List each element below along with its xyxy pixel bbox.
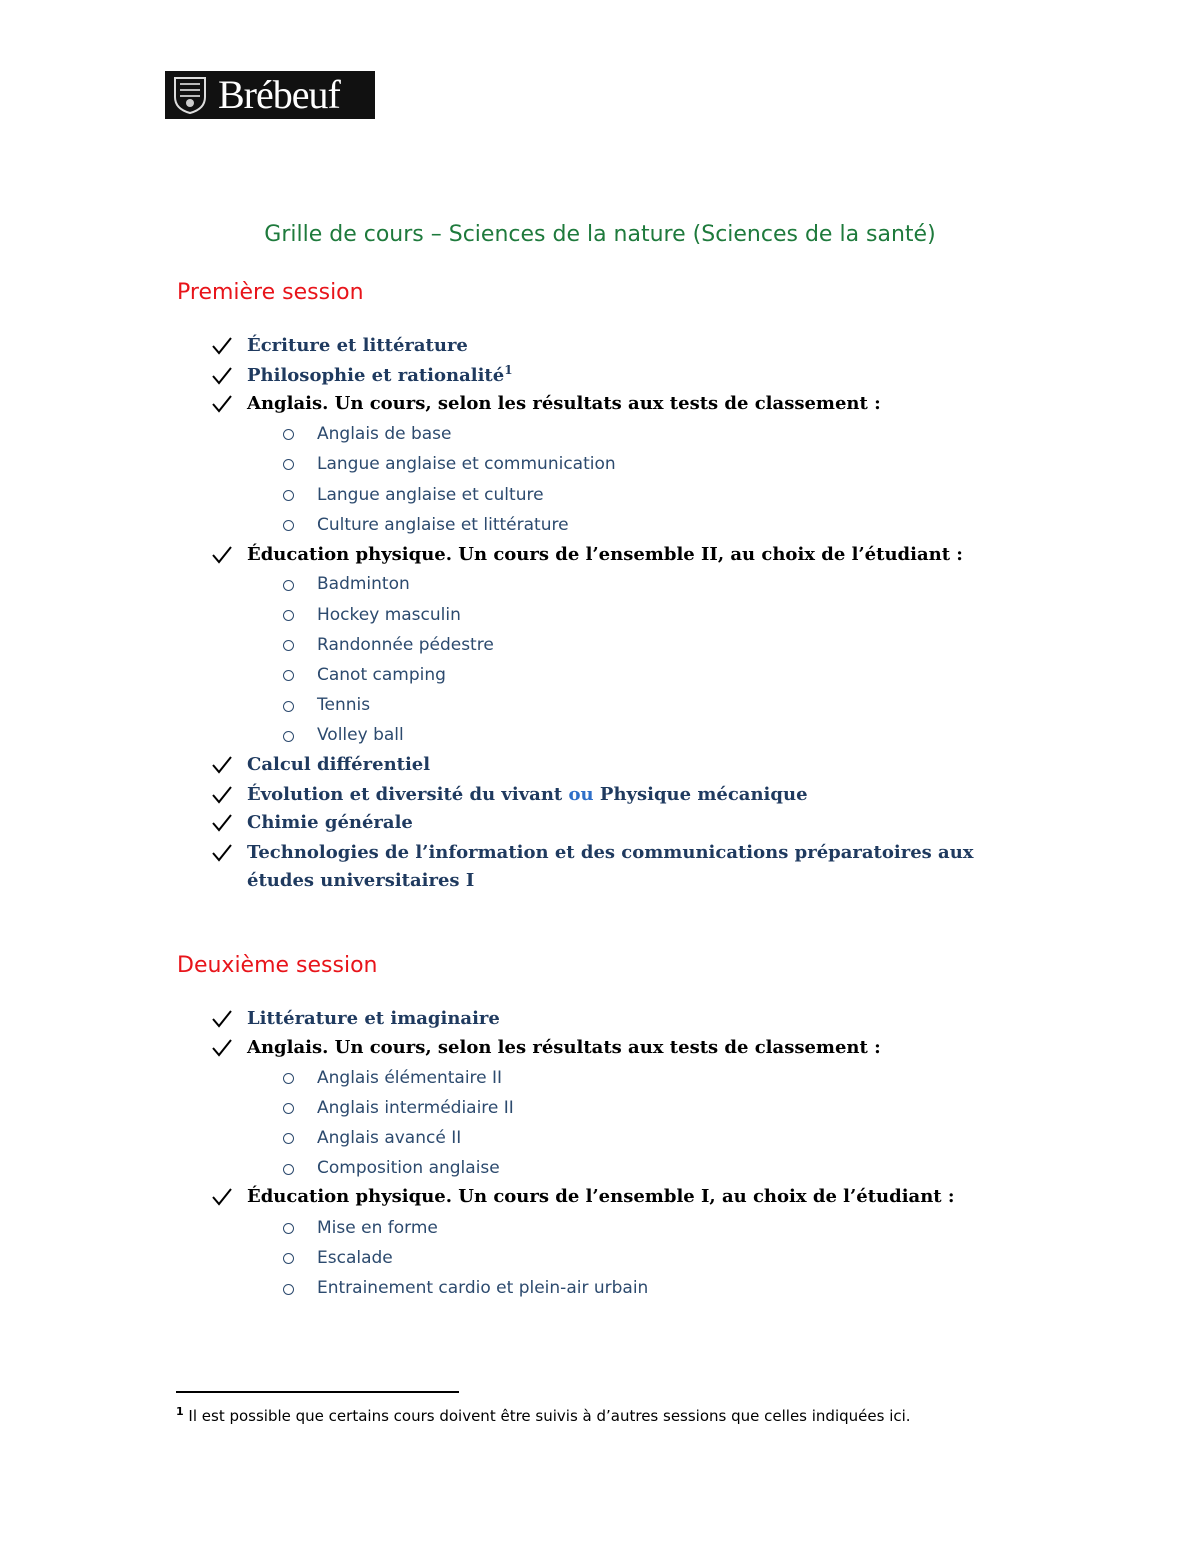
circle-bullet-icon [283, 1164, 294, 1175]
footnote-separator [176, 1391, 459, 1393]
course-item: Anglais. Un cours, selon les résultats aux tests de classement : [247, 393, 881, 414]
course-item-continued: études universitaires I [247, 870, 475, 891]
course-option: Volley ball [317, 725, 404, 745]
course-item: Littérature et imaginaire [247, 1008, 500, 1029]
course-option: Escalade [317, 1248, 393, 1268]
course-item: Chimie générale [247, 812, 413, 833]
or-connector: ou [568, 784, 594, 805]
course-item [247, 362, 987, 390]
college-logo [165, 71, 375, 119]
circle-bullet-icon [283, 1073, 294, 1084]
circle-bullet-icon [283, 610, 294, 621]
document-title: Grille de cours – Sciences de la nature (Sciences de la santé) [264, 222, 936, 247]
course-option: Langue anglaise et culture [317, 485, 544, 505]
course-option: Anglais de base [317, 424, 452, 444]
session-heading-1: Première session [177, 280, 364, 305]
session-heading-2: Deuxième session [177, 953, 378, 978]
course-option: Anglais avancé II [317, 1128, 462, 1148]
circle-bullet-icon [283, 1223, 294, 1234]
circle-bullet-icon [283, 1253, 294, 1264]
course-item: Écriture et littérature [247, 335, 468, 356]
checkmark-icon [211, 785, 233, 805]
circle-bullet-icon [283, 580, 294, 591]
circle-bullet-icon [283, 1284, 294, 1295]
checkmark-icon [211, 843, 233, 863]
checkmark-icon [211, 755, 233, 775]
crest-icon [170, 73, 210, 117]
circle-bullet-icon [283, 701, 294, 712]
course-item: Éducation physique. Un cours de l’ensemble I, au choix de l’étudiant : [247, 1186, 955, 1207]
course-option: Culture anglaise et littérature [317, 515, 569, 535]
circle-bullet-icon [283, 429, 294, 440]
checkmark-icon [211, 1038, 233, 1058]
circle-bullet-icon [283, 731, 294, 742]
circle-bullet-icon [283, 1103, 294, 1114]
course-label: Philosophie et rationalité [247, 365, 505, 386]
course-option: Canot camping [317, 665, 446, 685]
footnote-marker: 1 [176, 1405, 184, 1418]
course-option: Mise en forme [317, 1218, 438, 1238]
course-option: Langue anglaise et communication [317, 454, 616, 474]
course-option: Hockey masculin [317, 605, 461, 625]
course-option: Composition anglaise [317, 1158, 500, 1178]
course-option: Tennis [317, 695, 371, 715]
checkmark-icon [211, 545, 233, 565]
course-item: Éducation physique. Un cours de l’ensemble II, au choix de l’étudiant : [247, 544, 963, 565]
circle-bullet-icon [283, 640, 294, 651]
course-item: Technologies de l’information et des communications préparatoires aux [247, 842, 974, 863]
checkmark-icon [211, 1009, 233, 1029]
checkmark-icon [211, 366, 233, 386]
footnote [176, 1404, 911, 1428]
checkmark-icon [211, 813, 233, 833]
footnote-reference: 1 [504, 363, 513, 377]
circle-bullet-icon [283, 1133, 294, 1144]
circle-bullet-icon [283, 670, 294, 681]
circle-bullet-icon [283, 459, 294, 470]
checkmark-icon [211, 394, 233, 414]
circle-bullet-icon [283, 520, 294, 531]
course-label: Évolution et diversité du vivant [247, 784, 563, 805]
course-option: Randonnée pédestre [317, 635, 494, 655]
course-option: Anglais intermédiaire II [317, 1098, 514, 1118]
logo-wordmark: Brébeuf [218, 72, 340, 117]
course-item [247, 781, 987, 809]
checkmark-icon [211, 1187, 233, 1207]
course-item: Anglais. Un cours, selon les résultats aux tests de classement : [247, 1037, 881, 1058]
checkmark-icon [211, 336, 233, 356]
footnote-text: Il est possible que certains cours doivent être suivis à d’autres sessions que celles indiquées ici. [183, 1407, 911, 1425]
course-item: Calcul différentiel [247, 754, 431, 775]
course-option: Anglais élémentaire II [317, 1068, 503, 1088]
circle-bullet-icon [283, 490, 294, 501]
course-label: Physique mécanique [599, 784, 808, 805]
course-option: Badminton [317, 574, 410, 594]
course-option: Entrainement cardio et plein-air urbain [317, 1278, 649, 1298]
